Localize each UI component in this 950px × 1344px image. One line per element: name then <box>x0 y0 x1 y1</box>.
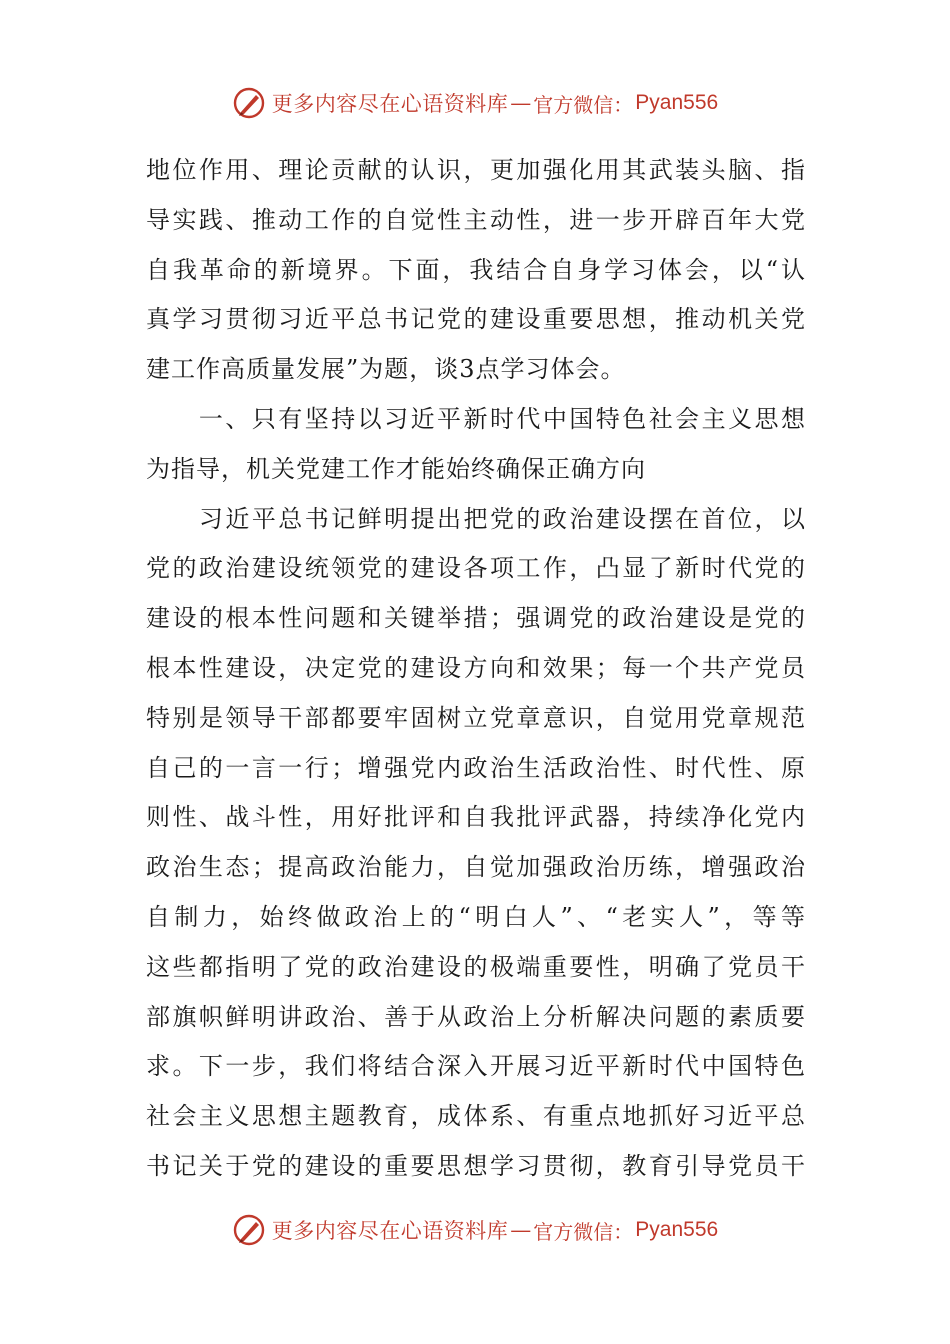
pen-logo-icon <box>232 1213 266 1247</box>
text-line: 根本性建设，决定党的建设方向和效果；每一个共产党员 <box>146 653 806 682</box>
text-line: 自己的一言一行；增强党内政治生活政治性、时代性、原 <box>146 753 806 782</box>
section-heading-line: 为指导，机关党建工作才能始终确保正确方向 <box>146 454 646 483</box>
text-line: 书记关于党的建设的重要思想学习贯彻，教育引导党员干 <box>146 1151 806 1180</box>
text-line: 建工作高质量发展”为题，谈3点学习体会。 <box>146 355 626 384</box>
text-line: 部旗帜鲜明讲政治、善于从政治上分析解决问题的素质要 <box>146 1002 806 1031</box>
document-body <box>146 146 806 1192</box>
footer-banner <box>0 1210 950 1250</box>
text-line: 政治生态；提高政治能力，自觉加强政治历练，增强政治 <box>146 853 806 882</box>
banner-wechat-handle: Pyan556 <box>635 1218 719 1241</box>
text-line: 自制力，始终做政治上的“明白人”、“老实人”，等等 <box>146 902 806 931</box>
text-line: 党的政治建设统领党的建设各项工作，凸显了新时代党的 <box>146 554 806 583</box>
banner-site-name: 更多内容尽在心语资料库 <box>271 1219 509 1243</box>
text-line: 真学习贯彻习近平总书记党的建设重要思想，推动机关党 <box>146 305 806 334</box>
text-line: 社会主义思想主题教育，成体系、有重点地抓好习近平总 <box>146 1102 806 1131</box>
banner-site-name: 更多内容尽在心语资料库 <box>271 92 509 116</box>
text-line: 这些都指明了党的政治建设的极端重要性，明确了党员干 <box>146 952 806 981</box>
text-line: 习近平总书记鲜明提出把党的政治建设摆在首位，以 <box>146 504 806 533</box>
pen-logo-icon <box>232 86 266 120</box>
text-line: 则性、战斗性，用好批评和自我批评武器，持续净化党内 <box>146 803 806 832</box>
banner-wechat-label: 官方微信： <box>533 92 634 117</box>
header-banner <box>0 83 950 123</box>
text-line: 特别是领导干部都要牢固树立党章意识，自觉用党章规范 <box>146 703 806 732</box>
text-line: 导实践、推动工作的自觉性主动性，进一步开辟百年大党 <box>146 205 806 234</box>
text-line: 求。下一步，我们将结合深入开展习近平新时代中国特色 <box>146 1052 806 1081</box>
banner-wechat-label: 官方微信： <box>533 1219 634 1244</box>
text-line: 地位作用、理论贡献的认识，更加强化用其武装头脑、指 <box>146 156 806 184</box>
text-line: 建设的根本性问题和关键举措；强调党的政治建设是党的 <box>146 604 806 633</box>
banner-dash: — <box>510 91 532 115</box>
banner-dash: — <box>510 1218 532 1242</box>
banner-wechat-handle: Pyan556 <box>635 91 719 114</box>
section-heading-line: 一、只有坚持以习近平新时代中国特色社会主义思想 <box>146 404 806 433</box>
text-line: 自我革命的新境界。下面，我结合自身学习体会，以“认 <box>146 255 806 284</box>
